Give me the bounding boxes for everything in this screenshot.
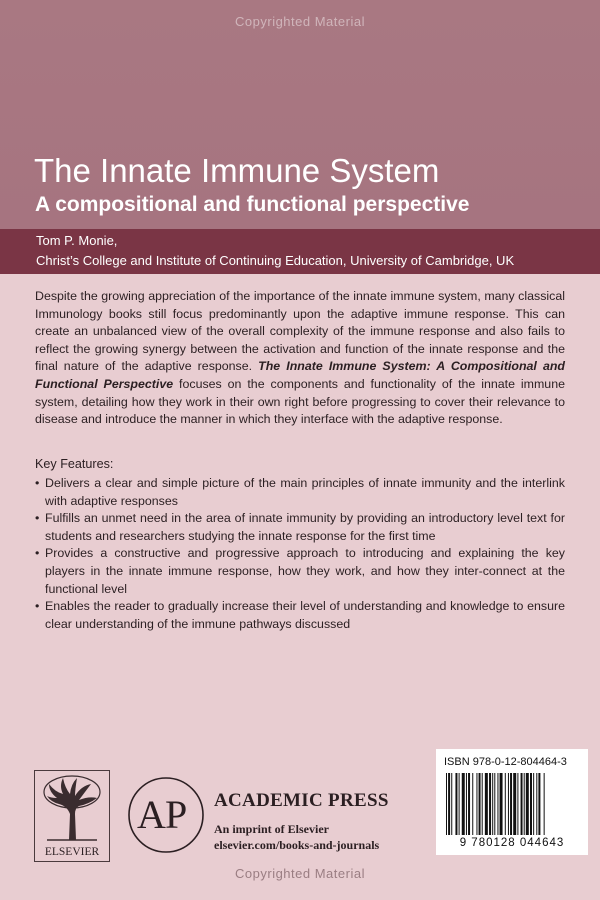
barcode-bar: [517, 773, 518, 835]
barcode-bar: [510, 773, 512, 835]
feature-item: • Enables the reader to gradually increase their level of understanding and knowledge to ensure clear understanding of the immune pathways discussed: [35, 598, 565, 633]
academic-press-wordmark: ACADEMIC PRESS: [214, 790, 389, 811]
barcode-bar: [459, 773, 460, 835]
barcode-bar: [494, 773, 495, 835]
book-title: The Innate Immune System: [34, 152, 440, 189]
author-affiliation: Christ’s College and Institute of Continuing Education, University of Cambridge, UK: [36, 253, 515, 268]
svg-text:A: A: [137, 792, 166, 837]
barcode-bar: [455, 773, 457, 835]
barcode-bar: [489, 773, 491, 835]
barcode-bar: [479, 773, 481, 835]
barcode-bars: [446, 773, 578, 835]
key-features-list: [35, 475, 565, 633]
description-emphasis: The Innate Immune System: A Compositional and Functional Perspective: [35, 359, 565, 391]
book-subtitle: A compositional and functional perspective: [35, 193, 470, 216]
barcode-bar: [462, 773, 465, 835]
barcode-bar: [526, 773, 529, 835]
barcode-bar: [451, 773, 452, 835]
barcode-bar: [448, 773, 450, 835]
barcode-bar: [485, 773, 488, 835]
barcode-bar: [530, 773, 532, 835]
barcode-bar: [472, 773, 473, 835]
barcode-bar: [482, 773, 483, 835]
feature-item: • Fulfills an unmet need in the area of innate immunity by providing an introductory level text for students and researchers studying the innate response for the first time: [35, 510, 565, 545]
publisher-url: elsevier.com/books-and-journals: [214, 838, 380, 852]
feature-item: • Provides a constructive and progressive approach to introducing and explaining the key players in the innate immune response, how they work, and how they inter-connect at the functional level: [35, 545, 565, 598]
barcode-bar: [505, 773, 506, 835]
isbn-barcode: [436, 749, 588, 855]
elsevier-logo: [34, 770, 110, 862]
isbn-label: ISBN 978-0-12-804464-3: [444, 756, 567, 768]
barcode-bar: [508, 773, 509, 835]
description-text-2: focuses on the components and functionality of the innate immune system, detailing how they work in their own right before progressing to cover their relevance to disease and introduce the manner in which they interface with the adaptive response.: [35, 376, 565, 427]
barcode-bar: [500, 773, 503, 835]
barcode-bar: [538, 773, 540, 835]
description-text-1: Despite the growing appreciation of the importance of the innate immune system, many classical Immunology books still focus predominantly upon the adaptive immune response. This can create an unbalanced view of the overall complexity of the immune response and also fails to reflect the growing synergy between the activation and function of the innate response and the final nature of the adaptive response.: [35, 289, 565, 374]
barcode-bar: [544, 773, 545, 835]
elsevier-label: ELSEVIER: [44, 846, 100, 858]
barcode-bar: [492, 773, 493, 835]
barcode-bar: [536, 773, 537, 835]
barcode-bar: [446, 773, 447, 835]
watermark-top: Copyrighted Material: [235, 14, 365, 29]
barcode-bar: [521, 773, 523, 835]
watermark-bottom: Copyrighted Material: [235, 866, 365, 881]
author-name: Tom P. Monie,: [36, 233, 118, 248]
barcode-bar: [468, 773, 470, 835]
svg-text:P: P: [165, 792, 188, 837]
tree-logo-icon: [39, 774, 105, 842]
barcode-bar: [476, 773, 477, 835]
barcode-bar: [466, 773, 467, 835]
barcode-bar: [497, 773, 498, 835]
ap-monogram-icon: [127, 776, 205, 854]
feature-item: • Delivers a clear and simple picture of the main principles of innate immunity and the interlink with adaptive responses: [35, 475, 565, 510]
barcode-bar: [524, 773, 525, 835]
book-description: [35, 288, 565, 429]
barcode-bar: [513, 773, 516, 835]
barcode-bar: [533, 773, 534, 835]
key-features-heading: Key Features:: [35, 457, 114, 471]
imprint-line: An imprint of Elsevier: [214, 822, 329, 836]
barcode-number: 9 780128 044643: [459, 837, 565, 849]
